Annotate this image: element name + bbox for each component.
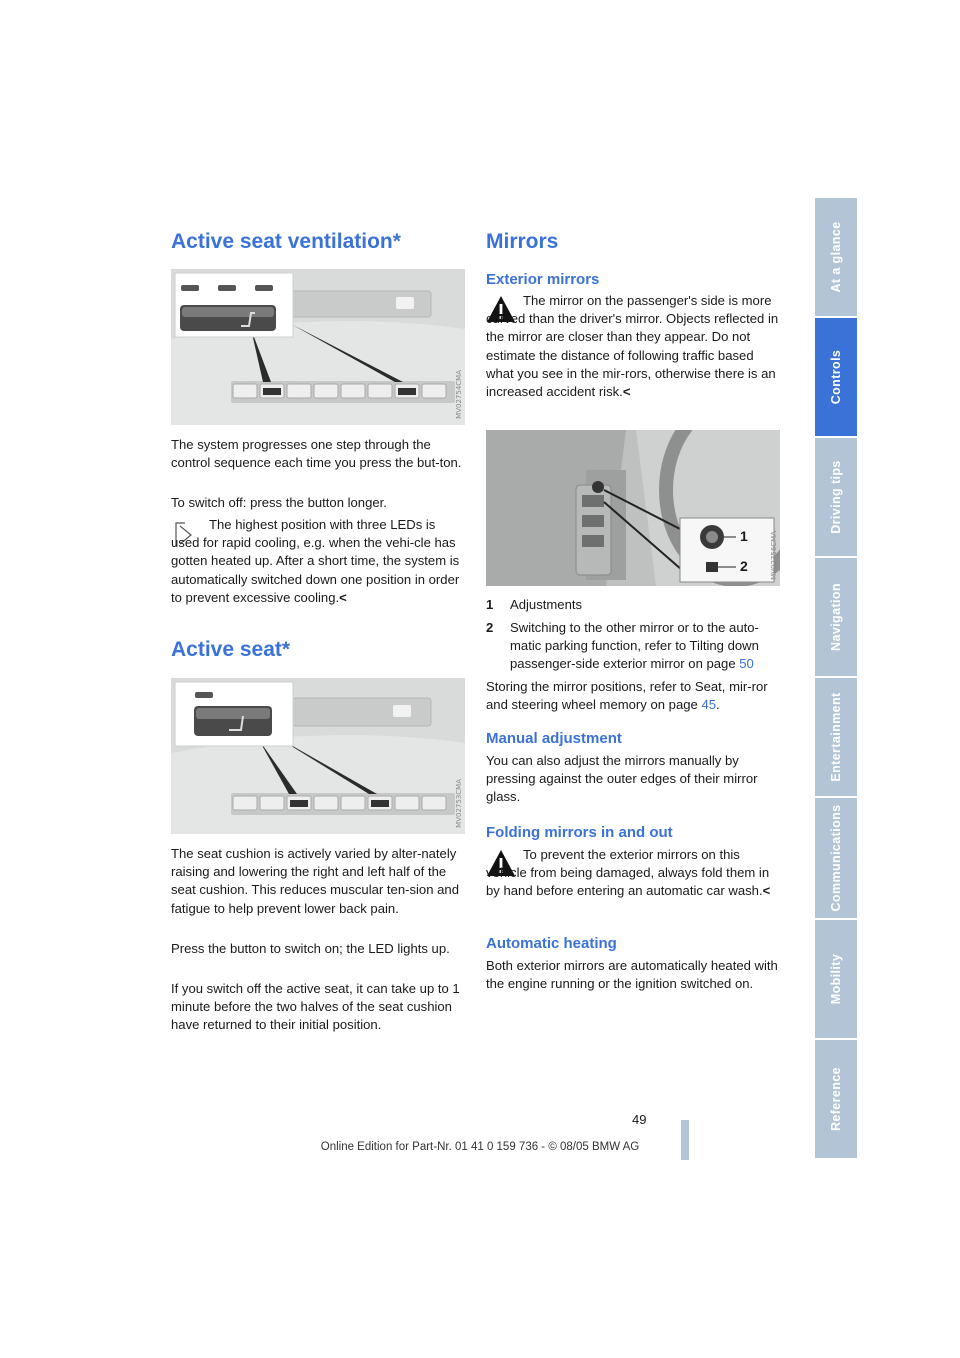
manual-adjustment-text: You can also adjust the mirrors manually by pressing against the outer edges of their mirror glass. xyxy=(486,753,758,805)
automatic-heating-heading: Automatic heating xyxy=(486,935,617,952)
seat-ventilation-title: Active seat ventilation* xyxy=(171,230,401,253)
list-text: Adjustments xyxy=(510,597,583,612)
active-seat-paragraph-2: Press the button to switch on; the LED lights up. xyxy=(171,941,450,956)
folding-mirrors-warning xyxy=(486,846,780,920)
mirror-control-illustration xyxy=(486,430,780,586)
tab-label: Mobility xyxy=(829,953,843,1005)
seat-ventilation-paragraph-1: The system progresses one step through the control sequence each time you press the but-ton. xyxy=(171,437,462,471)
list-item xyxy=(486,596,780,614)
figure-code: MV02754CMA xyxy=(455,370,463,419)
figure-code: MV02756CMA xyxy=(770,531,778,580)
tab-driving-tips[interactable] xyxy=(815,438,857,558)
active-seat-button-illustration xyxy=(171,678,465,834)
storing-end: . xyxy=(716,697,720,713)
tab-navigation[interactable] xyxy=(815,558,857,678)
page-link-45[interactable]: 45 xyxy=(701,697,717,713)
manual-adjustment-heading: Manual adjustment xyxy=(486,730,622,747)
warning-end-mark: < xyxy=(762,883,771,899)
note-end-mark: < xyxy=(339,589,347,605)
tab-label: Entertainment xyxy=(829,692,843,782)
mirrors-title: Mirrors xyxy=(486,230,559,253)
tab-controls[interactable] xyxy=(815,318,857,438)
tab-communications[interactable] xyxy=(815,798,857,920)
exterior-mirrors-warning xyxy=(486,292,780,422)
list-number: 2 xyxy=(486,620,494,635)
page-number: 49 xyxy=(632,1112,647,1127)
tab-label: At a glance xyxy=(829,221,843,293)
active-seat-paragraph-1: The seat cushion is actively varied by alter-nately raising and lowering the right and left half of the seat cushion. This reduces muscular ten-sion and fatigue to help prevent lower back pain. xyxy=(171,846,459,916)
list-number: 1 xyxy=(486,597,494,612)
tab-label: Communications xyxy=(829,804,843,912)
tab-label: Driving tips xyxy=(829,460,843,534)
active-seat-title: Active seat* xyxy=(171,638,291,661)
tab-label: Reference xyxy=(829,1066,843,1132)
exterior-mirrors-figure xyxy=(486,430,780,586)
page-marker-bar xyxy=(681,1120,689,1160)
tab-mobility[interactable] xyxy=(815,920,857,1040)
seat-ventilation-note-text: The highest position with three LEDs is used for rapid cooling, e.g. when the vehi-cle has gotten heated up. After a short time, the system is automatically switched down one position in order to prevent excessive cooling. xyxy=(171,517,460,605)
storing-paragraph xyxy=(486,678,780,714)
tab-at-a-glance[interactable] xyxy=(815,198,857,318)
list-item xyxy=(486,619,780,675)
page-link-50[interactable]: 50 xyxy=(739,656,754,672)
chapter-tabs xyxy=(815,198,857,1160)
storing-text: Storing the mirror positions, refer to Seat, mir-ror and steering wheel memory on page xyxy=(486,679,768,713)
automatic-heating-text: Both exterior mirrors are automatically heated with the engine running or the ignition switched on. xyxy=(486,958,778,992)
seat-ventilation-figure xyxy=(171,269,465,425)
figure-code: MV02753CMA xyxy=(455,779,463,828)
dashboard-buttons-illustration xyxy=(171,269,465,425)
active-seat-figure xyxy=(171,678,465,834)
folding-mirrors-warning-text: To prevent the exterior mirrors on this vehicle from being damaged, always fold them in by hand before entering an automatic car wash. xyxy=(486,847,770,899)
folding-mirrors-heading: Folding mirrors in and out xyxy=(486,824,673,841)
seat-ventilation-note xyxy=(171,516,465,612)
exterior-mirrors-warning-text: The mirror on the passenger's side is more curved than the driver's mirror. Objects reflected in the mirror are closer than they appear. Do not estimate the distance of following traffic based what you see in the mir-rors, otherwise there is an increased accident risk. xyxy=(486,293,779,400)
tab-label: Controls xyxy=(829,349,843,405)
exterior-mirrors-heading: Exterior mirrors xyxy=(486,271,600,288)
callout-1: 1 xyxy=(740,528,748,544)
footer: Online Edition for Part-Nr. 01 41 0 159 736 - © 08/05 BMW AG xyxy=(320,1141,640,1153)
seat-ventilation-paragraph-2: To switch off: press the button longer. xyxy=(171,495,387,510)
list-text: Switching to the other mirror or to the auto-matic parking function, refer to Tilting down passenger-side exterior mirror on page xyxy=(510,620,759,672)
warning-end-mark: < xyxy=(622,384,631,400)
tab-label: Navigation xyxy=(829,583,843,651)
tab-entertainment[interactable] xyxy=(815,678,857,798)
callout-2: 2 xyxy=(740,558,748,574)
active-seat-paragraph-3: If you switch off the active seat, it can take up to 1 minute before the two halves of the seat cushion have returned to their initial position. xyxy=(171,981,460,1033)
